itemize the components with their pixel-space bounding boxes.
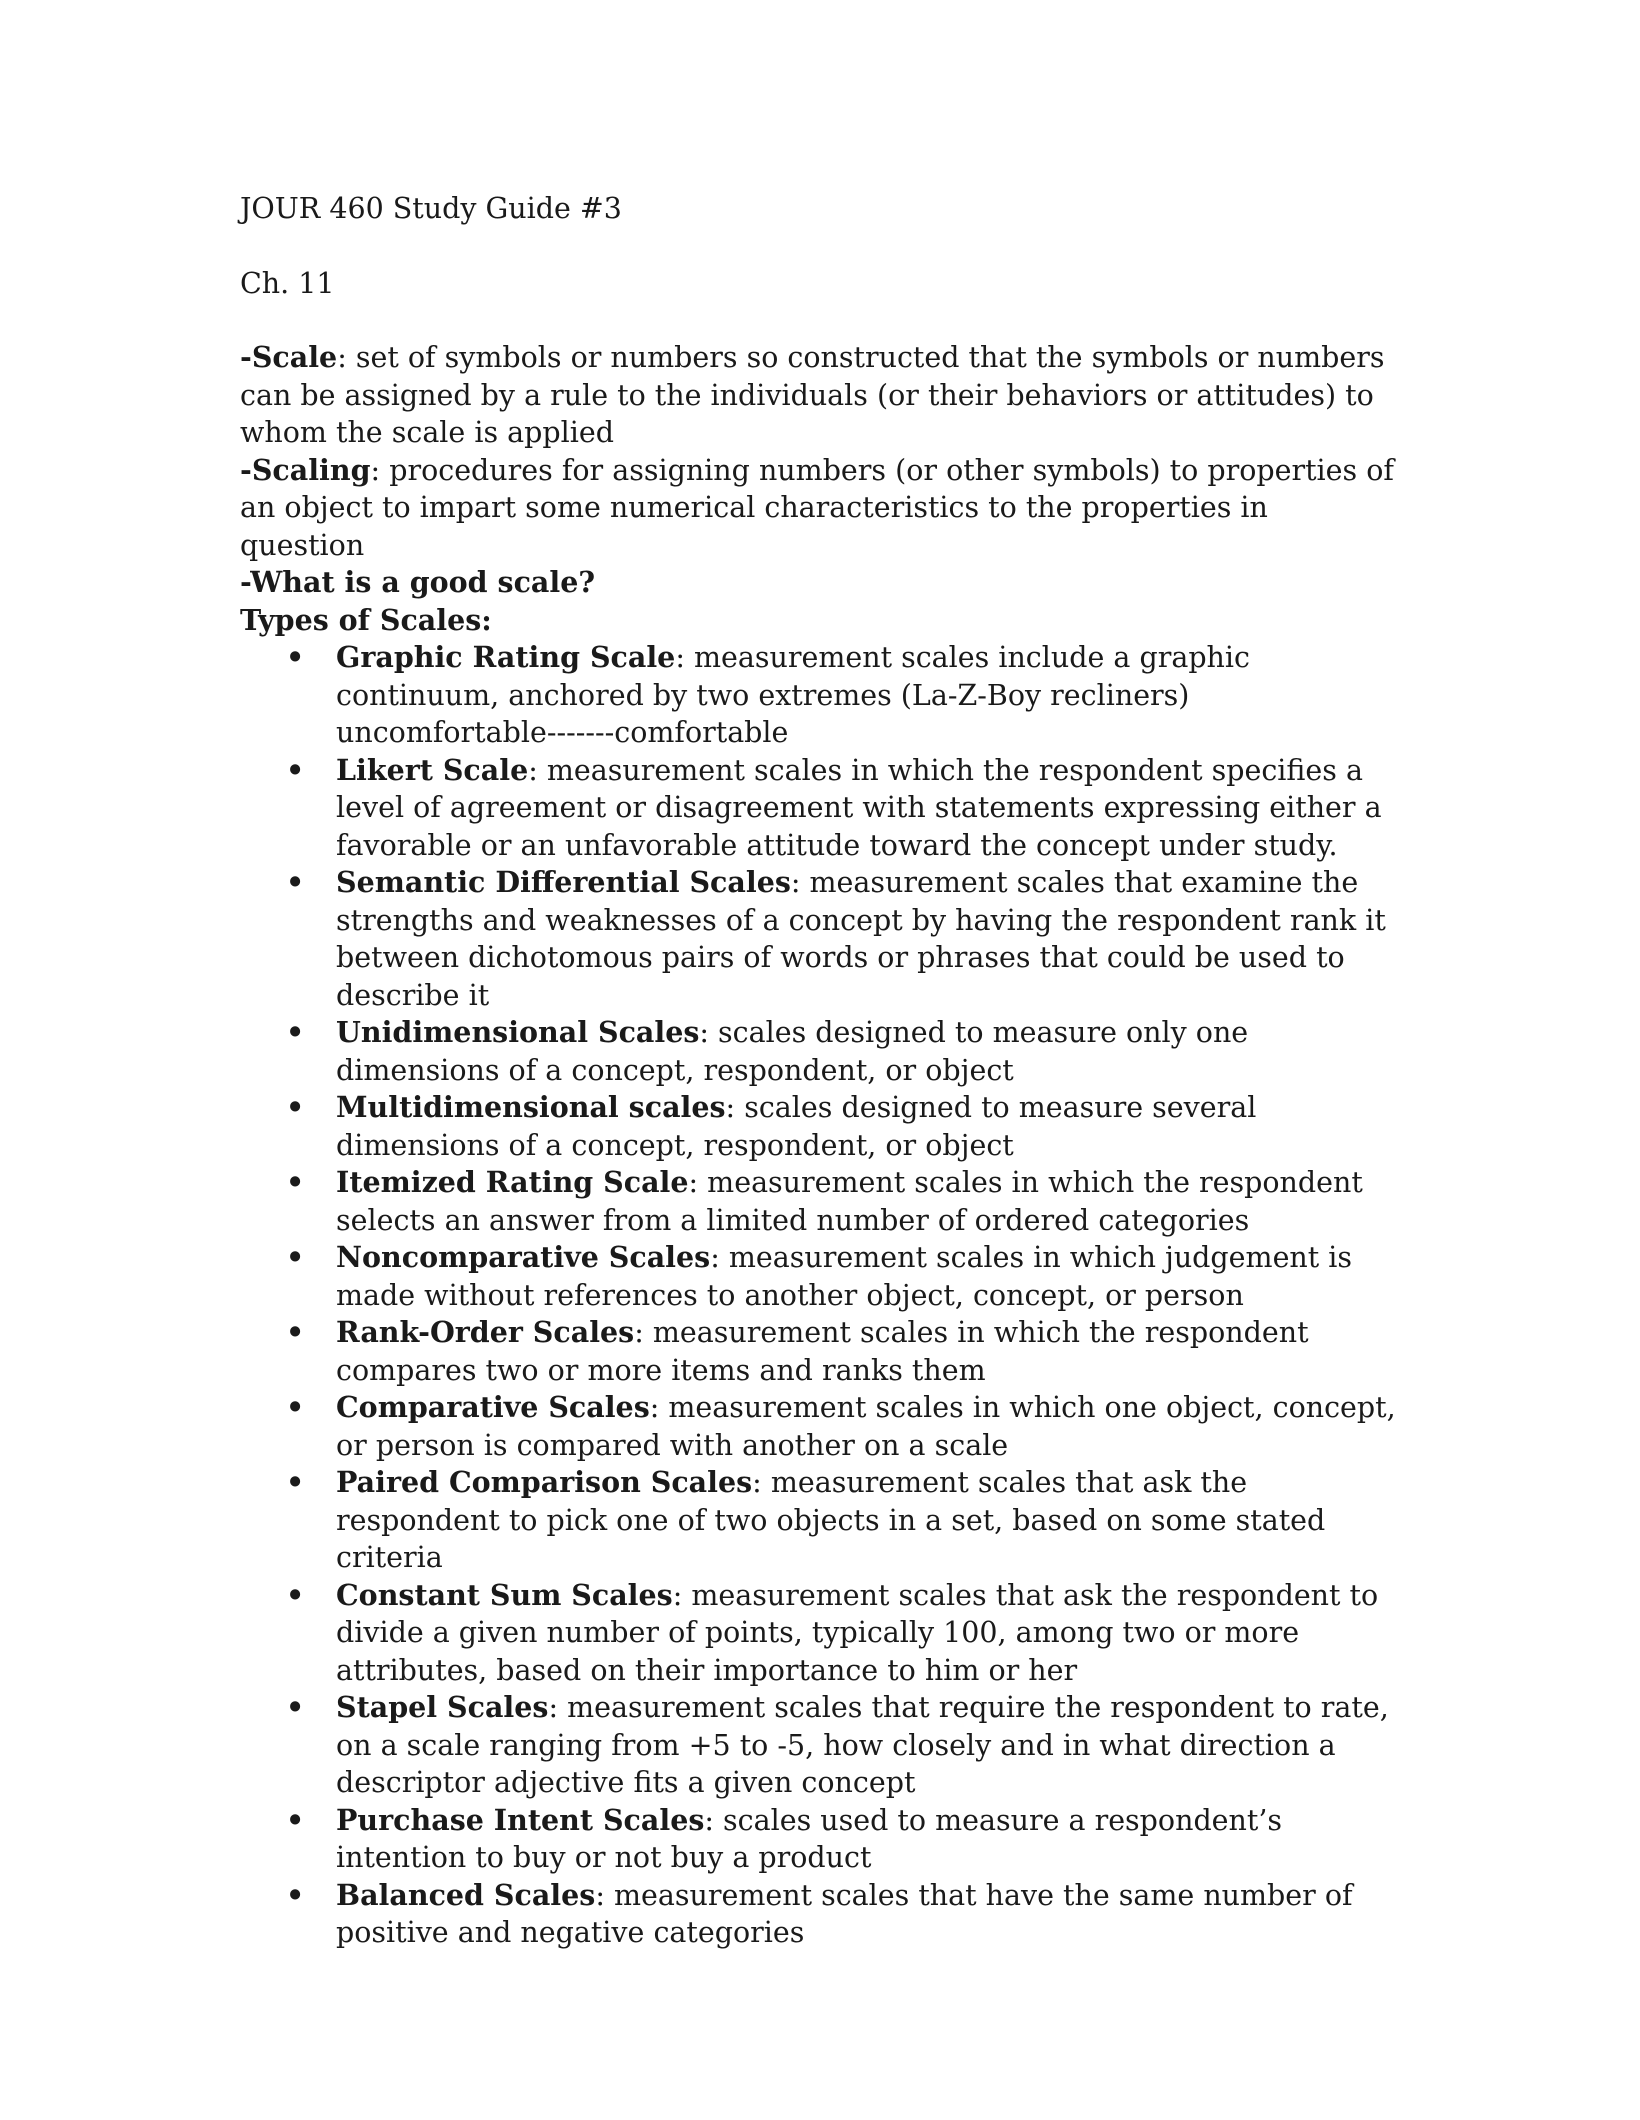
scale-description: : measurement scales that ask the respondent to pick one of two objects in a set, based on some stated criteria <box>336 1466 1326 1574</box>
scale-term: Itemized Rating Scale <box>336 1165 689 1199</box>
chapter-heading: Ch. 11 <box>240 266 335 300</box>
scale-term: Graphic Rating Scale <box>336 640 676 674</box>
definition-term: -Scale <box>240 340 338 374</box>
bullet-icon: • <box>286 1315 305 1349</box>
definition-text: : procedures for assigning numbers (or other symbols) to properties of an object to impart some numerical characteristics to the properties in question <box>240 453 1394 562</box>
definition-paragraph <box>240 339 1400 452</box>
bullet-icon: • <box>286 1390 305 1424</box>
scale-description: : measurement scales that ask the respondent to divide a given number of points, typically 100, among two or more attributes, based on their importance to him or her <box>336 1578 1379 1687</box>
scale-description: : measurement scales in which judgement is made without references to another object, concept, or person <box>336 1241 1353 1312</box>
scale-term: Constant Sum Scales <box>336 1577 673 1612</box>
scale-types-list <box>240 639 1400 1952</box>
scale-description: : measurement scales in which the respondent compares two or more items and ranks them <box>336 1316 1309 1387</box>
bullet-icon: • <box>286 1240 305 1274</box>
definition-scaling <box>240 452 1400 565</box>
types-heading: Types of Scales: <box>240 602 492 637</box>
scale-description: : measurement scales in which the respondent selects an answer from a limited number of ordered categories <box>336 1166 1363 1237</box>
scale-term: Stapel Scales <box>336 1690 549 1724</box>
scale-term: Likert Scale <box>336 752 529 787</box>
scale-description: : measurement scales in which the respondent specifies a level of agreement or disagreement with statements expressing either a favorable or an unfavorable attitude toward the concept under study. <box>336 753 1382 862</box>
scale-term: Unidimensional Scales <box>336 1015 700 1049</box>
bullet-icon: • <box>286 1165 305 1199</box>
list-item <box>286 864 1400 1014</box>
definition-paragraph <box>240 452 1400 565</box>
scale-term: Balanced Scales <box>336 1877 596 1912</box>
definitions <box>240 339 1400 639</box>
bullet-icon: • <box>286 1015 305 1049</box>
scale-description: : measurement scales that require the respondent to rate, on a scale ranging from +5 to -5, how closely and in what direction a descriptor adjective fits a given concept <box>336 1691 1389 1799</box>
scale-term: Semantic Differential Scales <box>336 865 791 899</box>
scale-term: Rank-Order Scales <box>336 1315 635 1349</box>
list-item <box>286 639 1400 752</box>
scale-description: : measurement scales include a graphic continuum, anchored by two extremes (La-Z-Boy recliners) uncomfortable-------comfortable <box>336 641 1250 749</box>
list-item <box>286 1877 1400 1952</box>
bullet-icon: • <box>286 1690 305 1724</box>
list-item <box>286 1089 1400 1164</box>
bullet-icon: • <box>286 1090 305 1124</box>
list-item <box>286 1464 1400 1577</box>
document-title: JOUR 460 Study Guide #3 <box>240 192 622 225</box>
definition-term: -Scaling <box>240 452 371 487</box>
list-item <box>286 1577 1400 1690</box>
scale-description: : measurement scales in which one object, concept, or person is compared with another on a scale <box>336 1391 1396 1462</box>
definition-text: : set of symbols or numbers so constructed that the symbols or numbers can be assigned by a rule to the individuals (or their behaviors or attitudes) to whom the scale is applied <box>240 341 1385 449</box>
scale-term: Multidimensional scales <box>336 1090 726 1124</box>
list-item <box>286 1164 1400 1239</box>
list-item <box>286 1314 1400 1389</box>
definition-scale <box>240 339 1400 452</box>
bullet-icon: • <box>286 1877 305 1912</box>
bullet-icon: • <box>286 1465 305 1499</box>
list-item <box>286 752 1400 865</box>
scale-description: : scales designed to measure several dimensions of a concept, respondent, or object <box>336 1091 1257 1162</box>
list-item <box>286 1389 1400 1464</box>
list-item <box>286 1014 1400 1089</box>
scale-term: Paired Comparison Scales <box>336 1465 753 1499</box>
scale-description: : measurement scales that have the same number of positive and negative categories <box>336 1878 1353 1949</box>
bullet-icon: • <box>286 752 305 787</box>
list-item <box>286 1802 1400 1877</box>
document-page <box>240 190 1400 1952</box>
list-item <box>286 1689 1400 1802</box>
bullet-icon: • <box>286 865 305 899</box>
scale-description: : measurement scales that examine the strengths and weaknesses of a concept by having the respondent rank it between dichotomous pairs of words or phrases that could be used to describe it <box>336 866 1386 1012</box>
bullet-icon: • <box>286 1577 305 1612</box>
scale-term: Purchase Intent Scales <box>336 1802 705 1837</box>
good-scale-question: -What is a good scale? <box>240 565 596 599</box>
list-item <box>286 1239 1400 1314</box>
scale-description: : scales designed to measure only one dimensions of a concept, respondent, or object <box>336 1016 1249 1087</box>
bullet-icon: • <box>286 1802 305 1837</box>
scale-description: : scales used to measure a respondent’s intention to buy or not buy a product <box>336 1803 1283 1874</box>
scale-term: Comparative Scales <box>336 1390 650 1424</box>
scale-term: Noncomparative Scales <box>336 1240 711 1274</box>
bullet-icon: • <box>286 640 305 674</box>
